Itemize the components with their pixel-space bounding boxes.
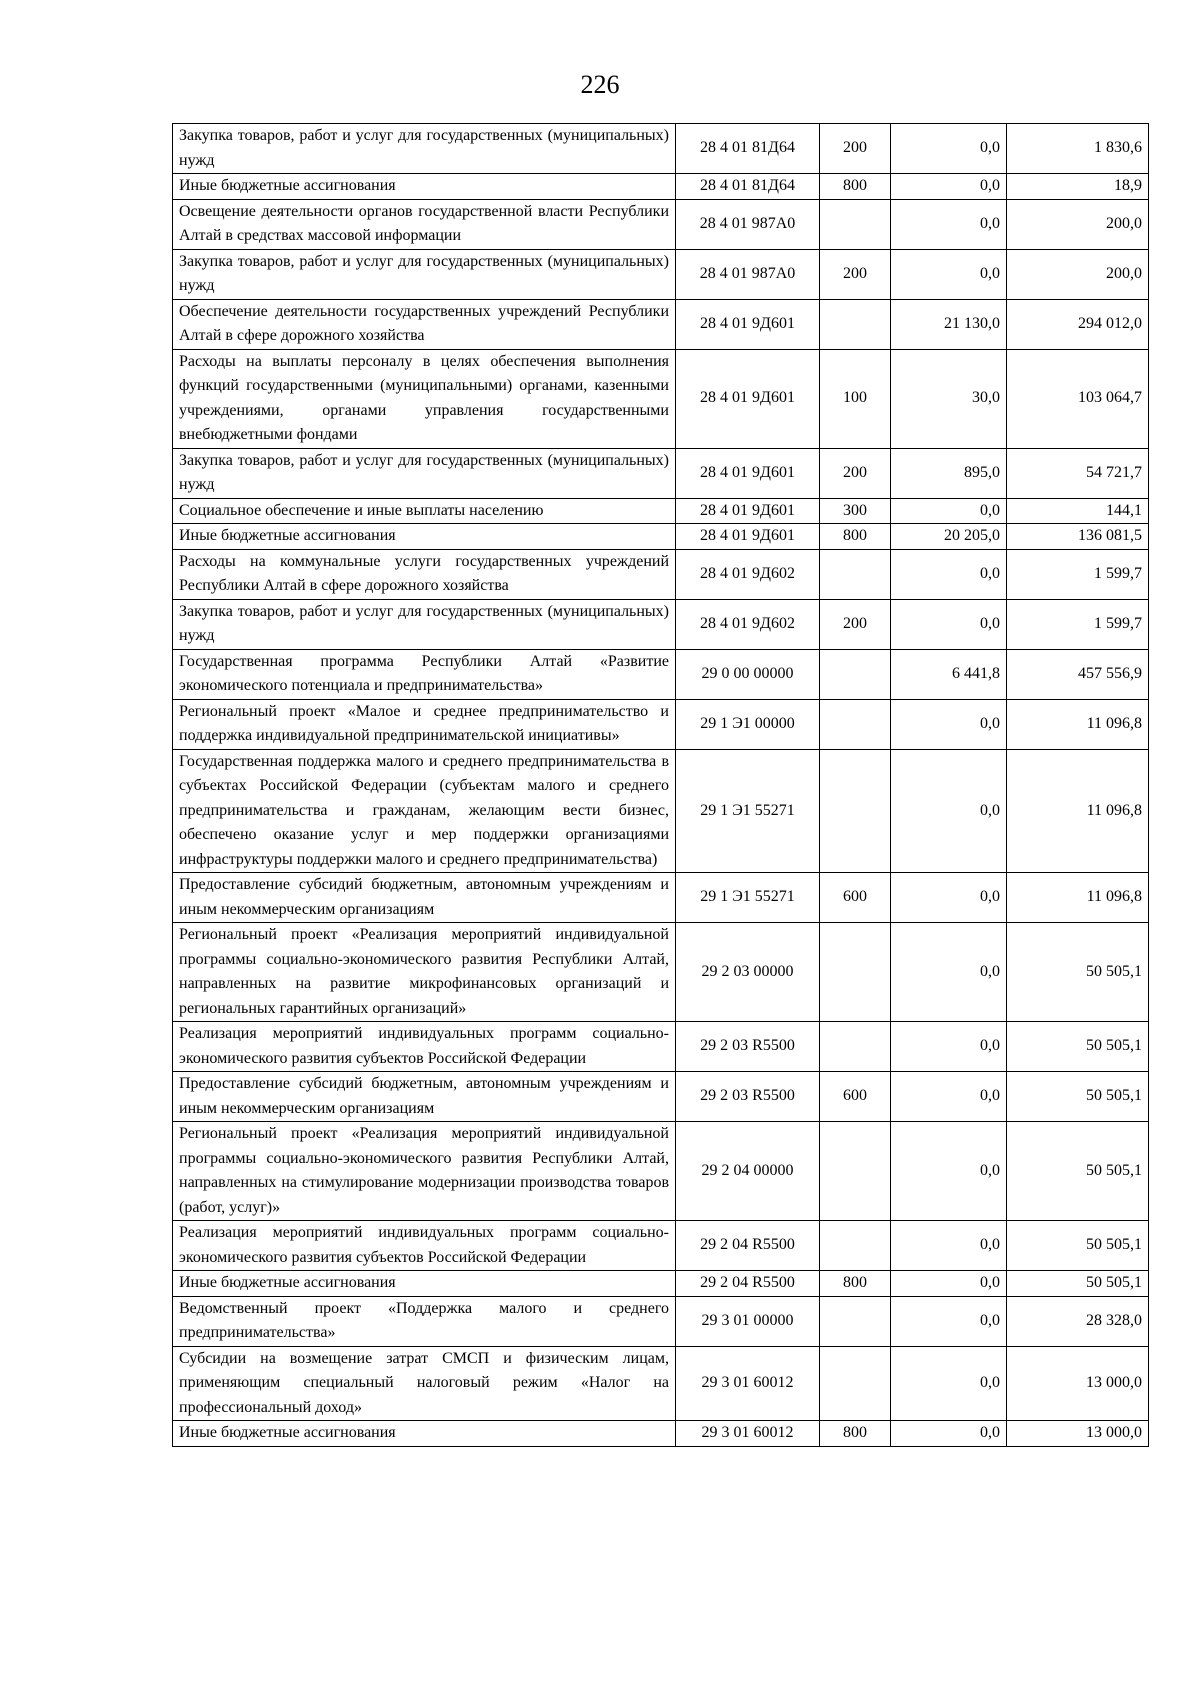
- row-amount-1: 0,0: [891, 749, 1007, 873]
- row-expense-type: 200: [820, 124, 891, 174]
- row-description: Реализация мероприятий индивидуальных программ социально-экономического развития субъектов Российской Федерации: [173, 1022, 676, 1072]
- table-row: [173, 1022, 1149, 1072]
- row-code: 28 4 01 81Д64: [676, 174, 820, 200]
- row-amount-1: 0,0: [891, 1221, 1007, 1271]
- row-description: Расходы на коммунальные услуги государственных учреждений Республики Алтай в сфере дорожного хозяйства: [173, 549, 676, 599]
- table-row: [173, 923, 1149, 1022]
- row-code: 28 4 01 9Д601: [676, 448, 820, 498]
- row-description: Закупка товаров, работ и услуг для государственных (муниципальных) нужд: [173, 124, 676, 174]
- row-expense-type: [820, 699, 891, 749]
- row-amount-2: 13 000,0: [1007, 1421, 1149, 1447]
- row-amount-1: 0,0: [891, 1022, 1007, 1072]
- row-code: 29 3 01 60012: [676, 1346, 820, 1421]
- budget-table: [172, 123, 1149, 1447]
- row-amount-1: 0,0: [891, 1296, 1007, 1346]
- row-description: Государственная программа Республики Алтай «Развитие экономического потенциала и предпринимательства»: [173, 649, 676, 699]
- row-amount-2: 50 505,1: [1007, 1022, 1149, 1072]
- table-row: [173, 1296, 1149, 1346]
- table-row: [173, 174, 1149, 200]
- page-number: 226: [580, 70, 620, 99]
- row-expense-type: 200: [820, 599, 891, 649]
- row-code: 28 4 01 987А0: [676, 199, 820, 249]
- row-code: 29 1 Э1 55271: [676, 873, 820, 923]
- row-amount-1: 6 441,8: [891, 649, 1007, 699]
- row-description: Региональный проект «Малое и среднее предпринимательство и поддержка индивидуальной предпринимательской инициативы»: [173, 699, 676, 749]
- row-amount-1: 21 130,0: [891, 299, 1007, 349]
- row-expense-type: [820, 1122, 891, 1221]
- row-amount-2: 50 505,1: [1007, 1072, 1149, 1122]
- row-amount-1: 0,0: [891, 199, 1007, 249]
- budget-table-body: [173, 124, 1149, 1447]
- row-code: 28 4 01 9Д601: [676, 299, 820, 349]
- row-code: 29 3 01 00000: [676, 1296, 820, 1346]
- row-amount-2: 1 830,6: [1007, 124, 1149, 174]
- row-code: 29 2 04 00000: [676, 1122, 820, 1221]
- row-amount-2: 294 012,0: [1007, 299, 1149, 349]
- row-description: Социальное обеспечение и иные выплаты населению: [173, 498, 676, 524]
- row-expense-type: 800: [820, 1271, 891, 1297]
- table-row: [173, 349, 1149, 448]
- row-amount-2: 457 556,9: [1007, 649, 1149, 699]
- row-description: Региональный проект «Реализация мероприятий индивидуальной программы социально-экономического развития Республики Алтай, направленных на развитие микрофинансовых организаций и региональных гарантийных организаций»: [173, 923, 676, 1022]
- table-row: [173, 1122, 1149, 1221]
- row-expense-type: 600: [820, 1072, 891, 1122]
- row-description: Предоставление субсидий бюджетным, автономным учреждениям и иным некоммерческим организациям: [173, 1072, 676, 1122]
- row-expense-type: [820, 1296, 891, 1346]
- row-code: 28 4 01 9Д601: [676, 498, 820, 524]
- row-amount-2: 200,0: [1007, 199, 1149, 249]
- row-amount-2: 1 599,7: [1007, 599, 1149, 649]
- table-row: [173, 249, 1149, 299]
- table-row: [173, 549, 1149, 599]
- table-row: [173, 524, 1149, 550]
- row-description: Расходы на выплаты персоналу в целях обеспечения выполнения функций государственными (муниципальными) органами, казенными учреждениями, органами управления государственными внебюджетными фондами: [173, 349, 676, 448]
- row-amount-1: 0,0: [891, 1122, 1007, 1221]
- row-amount-1: 0,0: [891, 124, 1007, 174]
- row-code: 28 4 01 81Д64: [676, 124, 820, 174]
- row-expense-type: 200: [820, 249, 891, 299]
- row-amount-1: 0,0: [891, 1421, 1007, 1447]
- row-expense-type: [820, 923, 891, 1022]
- row-amount-2: 18,9: [1007, 174, 1149, 200]
- row-amount-1: 0,0: [891, 923, 1007, 1022]
- row-code: 29 3 01 60012: [676, 1421, 820, 1447]
- row-amount-2: 50 505,1: [1007, 1221, 1149, 1271]
- row-amount-2: 136 081,5: [1007, 524, 1149, 550]
- row-code: 29 0 00 00000: [676, 649, 820, 699]
- row-amount-2: 54 721,7: [1007, 448, 1149, 498]
- row-expense-type: [820, 1221, 891, 1271]
- row-expense-type: [820, 549, 891, 599]
- row-expense-type: [820, 1346, 891, 1421]
- row-amount-2: 11 096,8: [1007, 873, 1149, 923]
- row-code: 29 2 04 R5500: [676, 1221, 820, 1271]
- row-code: 29 1 Э1 00000: [676, 699, 820, 749]
- row-description: Ведомственный проект «Поддержка малого и среднего предпринимательства»: [173, 1296, 676, 1346]
- row-expense-type: 800: [820, 524, 891, 550]
- row-description: Иные бюджетные ассигнования: [173, 1421, 676, 1447]
- row-description: Предоставление субсидий бюджетным, автономным учреждениям и иным некоммерческим организациям: [173, 873, 676, 923]
- row-amount-1: 0,0: [891, 873, 1007, 923]
- row-amount-1: 0,0: [891, 1072, 1007, 1122]
- row-code: 29 2 04 R5500: [676, 1271, 820, 1297]
- row-amount-1: 0,0: [891, 549, 1007, 599]
- row-code: 29 2 03 R5500: [676, 1072, 820, 1122]
- row-amount-2: 103 064,7: [1007, 349, 1149, 448]
- table-row: [173, 749, 1149, 873]
- row-amount-1: 0,0: [891, 174, 1007, 200]
- row-amount-1: 20 205,0: [891, 524, 1007, 550]
- row-amount-2: 50 505,1: [1007, 1122, 1149, 1221]
- table-row: [173, 1072, 1149, 1122]
- row-expense-type: 800: [820, 1421, 891, 1447]
- row-amount-1: 895,0: [891, 448, 1007, 498]
- row-code: 28 4 01 9Д601: [676, 349, 820, 448]
- row-amount-1: 0,0: [891, 1271, 1007, 1297]
- row-amount-2: 11 096,8: [1007, 749, 1149, 873]
- row-amount-1: 0,0: [891, 599, 1007, 649]
- table-row: [173, 873, 1149, 923]
- table-row: [173, 649, 1149, 699]
- row-amount-1: 0,0: [891, 498, 1007, 524]
- row-description: Обеспечение деятельности государственных учреждений Республики Алтай в сфере дорожного хозяйства: [173, 299, 676, 349]
- row-code: 28 4 01 987А0: [676, 249, 820, 299]
- row-amount-2: 50 505,1: [1007, 1271, 1149, 1297]
- row-description: Реализация мероприятий индивидуальных программ социально-экономического развития субъектов Российской Федерации: [173, 1221, 676, 1271]
- table-row: [173, 1221, 1149, 1271]
- row-amount-2: 11 096,8: [1007, 699, 1149, 749]
- row-expense-type: 200: [820, 448, 891, 498]
- row-description: Освещение деятельности органов государственной власти Республики Алтай в средствах массовой информации: [173, 199, 676, 249]
- row-code: 28 4 01 9Д601: [676, 524, 820, 550]
- row-amount-2: 28 328,0: [1007, 1296, 1149, 1346]
- row-description: Региональный проект «Реализация мероприятий индивидуальной программы социально-экономического развития Республики Алтай, направленных на стимулирование модернизации производства товаров (работ, услуг)»: [173, 1122, 676, 1221]
- row-code: 28 4 01 9Д602: [676, 599, 820, 649]
- row-expense-type: [820, 199, 891, 249]
- row-amount-2: 144,1: [1007, 498, 1149, 524]
- row-code: 29 2 03 R5500: [676, 1022, 820, 1072]
- row-amount-2: 13 000,0: [1007, 1346, 1149, 1421]
- row-code: 29 2 03 00000: [676, 923, 820, 1022]
- row-expense-type: [820, 649, 891, 699]
- table-row: [173, 448, 1149, 498]
- row-expense-type: 600: [820, 873, 891, 923]
- row-description: Субсидии на возмещение затрат СМСП и физическим лицам, применяющим специальный налоговый режим «Налог на профессиональный доход»: [173, 1346, 676, 1421]
- row-code: 29 1 Э1 55271: [676, 749, 820, 873]
- row-amount-1: 0,0: [891, 1346, 1007, 1421]
- row-expense-type: [820, 299, 891, 349]
- table-row: [173, 1271, 1149, 1297]
- row-amount-1: 30,0: [891, 349, 1007, 448]
- table-row: [173, 498, 1149, 524]
- row-description: Государственная поддержка малого и среднего предпринимательства в субъектах Российской Федерации (субъектам малого и среднего предпринимательства и гражданам, желающим вести бизнес, обеспечено оказание услуг и мер поддержки организациями инфраструктуры поддержки малого и среднего предпринимательства): [173, 749, 676, 873]
- row-description: Иные бюджетные ассигнования: [173, 524, 676, 550]
- row-description: Закупка товаров, работ и услуг для государственных (муниципальных) нужд: [173, 249, 676, 299]
- row-expense-type: [820, 1022, 891, 1072]
- row-amount-2: 1 599,7: [1007, 549, 1149, 599]
- table-row: [173, 199, 1149, 249]
- row-expense-type: 300: [820, 498, 891, 524]
- row-description: Иные бюджетные ассигнования: [173, 1271, 676, 1297]
- row-amount-2: 50 505,1: [1007, 923, 1149, 1022]
- table-row: [173, 124, 1149, 174]
- row-description: Закупка товаров, работ и услуг для государственных (муниципальных) нужд: [173, 448, 676, 498]
- table-row: [173, 1346, 1149, 1421]
- row-amount-1: 0,0: [891, 699, 1007, 749]
- row-expense-type: 800: [820, 174, 891, 200]
- row-description: Закупка товаров, работ и услуг для государственных (муниципальных) нужд: [173, 599, 676, 649]
- table-row: [173, 599, 1149, 649]
- row-amount-2: 200,0: [1007, 249, 1149, 299]
- table-row: [173, 1421, 1149, 1447]
- row-expense-type: 100: [820, 349, 891, 448]
- row-description: Иные бюджетные ассигнования: [173, 174, 676, 200]
- table-row: [173, 699, 1149, 749]
- row-amount-1: 0,0: [891, 249, 1007, 299]
- table-row: [173, 299, 1149, 349]
- row-expense-type: [820, 749, 891, 873]
- row-code: 28 4 01 9Д602: [676, 549, 820, 599]
